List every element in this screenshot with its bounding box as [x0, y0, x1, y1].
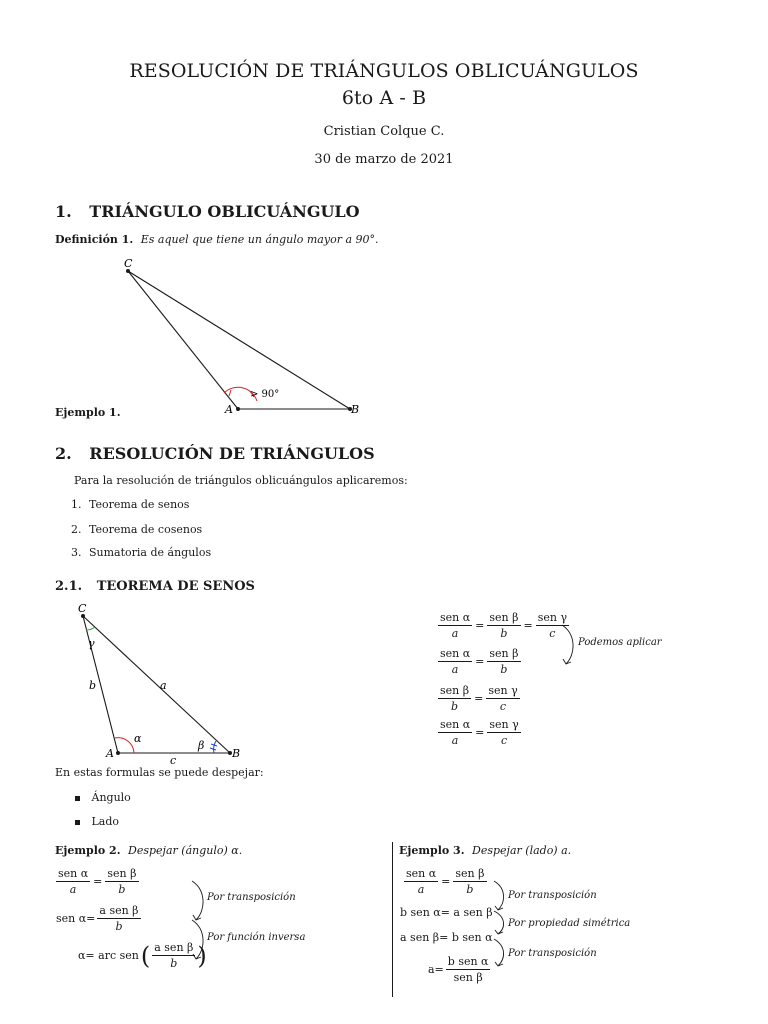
label-side-a: a: [160, 679, 167, 692]
label-side-c: c: [170, 754, 177, 767]
list-item: [71, 546, 211, 559]
list-item: Lado: [75, 815, 119, 828]
label-a: A: [106, 747, 114, 760]
fraction: $\frac{\text{sen β}}{b}$: [489, 611, 519, 640]
angle-tick: [229, 390, 231, 396]
curved-arrow-icon: [188, 917, 208, 963]
ejemplo-3-step-1: $\frac{\text{sen α}}{a}$ = $\frac{\text{sen β}}{b}$: [406, 867, 485, 896]
ejemplo-1-label: Ejemplo 1.: [55, 406, 121, 419]
definition-label: Definición 1.: [55, 233, 134, 246]
section-number: 2.: [55, 444, 72, 463]
section-2-heading: [55, 444, 375, 463]
sine-law-bc: $\frac{\text{sen β}}{b}$ = $\frac{\text{sen γ}}{c}$: [440, 684, 518, 713]
note-transposicion: Por transposición: [508, 948, 597, 959]
list-text: Teorema de senos: [89, 498, 190, 511]
section-title: TRIÁNGULO OBLICUÁNGULO: [89, 202, 360, 221]
label-b: B: [232, 747, 241, 760]
list-number: 1.: [71, 498, 82, 511]
paper-subtitle: 6to A - B: [341, 87, 427, 109]
list-item: Ángulo: [75, 791, 131, 804]
list-number: 2.: [71, 523, 82, 536]
subsection-2-1-heading: [55, 579, 255, 594]
note-propiedad-simetrica: Por propiedad simétrica: [508, 918, 631, 929]
definition-1: [55, 233, 379, 246]
label-alpha: α: [134, 732, 142, 745]
section-title: RESOLUCIÓN DE TRIÁNGULOS: [89, 444, 375, 463]
vertex-a: [116, 751, 120, 755]
section-1-heading: [55, 202, 360, 221]
list-item: [71, 523, 202, 536]
side-a: [83, 616, 230, 753]
ejemplo-3-step-3: a sen β= b sen α: [400, 931, 493, 944]
subsection-number: 2.1.: [55, 579, 83, 594]
ejemplo-3-step-4: a= $\frac{\text{b sen α}}{\text{sen β}}$: [428, 955, 489, 984]
list-text: Teorema de cosenos: [89, 523, 203, 536]
label-gamma: γ: [88, 637, 95, 650]
paper-title: RESOLUCIÓN DE TRIÁNGULOS OBLICUÁNGULOS: [129, 60, 639, 82]
ejemplo-2-step-3: α= arc sen ( $\frac{\text{a sen β}}{b}$ ): [78, 941, 207, 970]
despejar-intro: En estas formulas se puede despejar:: [55, 766, 264, 779]
definition-text: Es aquel que tiene un ángulo mayor a 90°.: [140, 233, 379, 246]
obtuse-triangle-figure: [100, 255, 380, 425]
label-c: C: [78, 602, 87, 615]
label-beta: β: [198, 739, 205, 752]
subsection-title: TEOREMA DE SENOS: [96, 579, 255, 594]
sine-law-ac: $\frac{\text{sen α}}{a}$ = $\frac{\text{sen γ}}{c}$: [440, 718, 519, 747]
label-c: C: [124, 257, 133, 270]
label-side-b: b: [89, 679, 97, 692]
ejemplo-3-step-2: b sen α= a sen β: [400, 906, 493, 919]
note-transposicion: Por transposición: [508, 890, 597, 901]
bullet-icon: [75, 796, 80, 801]
fraction: $\frac{\text{sen α}}{a}$: [440, 611, 471, 640]
label-a: A: [225, 403, 233, 416]
ejemplo-3-heading: Ejemplo 3. Despejar (lado) a.: [399, 844, 572, 857]
note-podemos-aplicar: Podemos aplicar: [578, 637, 662, 648]
angle-arc-gamma: [86, 627, 95, 630]
angle-label: > 90°: [250, 389, 280, 400]
bullet-icon: [75, 820, 80, 825]
curved-arrow-icon: [490, 936, 510, 970]
fraction: $\frac{\text{sen γ}}{c}$: [537, 611, 568, 640]
side-cb: [128, 271, 350, 409]
list-text: Sumatoria de ángulos: [89, 546, 212, 559]
list-item: [71, 498, 189, 511]
angle-arc-beta: [214, 741, 216, 753]
section-2-intro: Para la resolución de triángulos oblicuángulos aplicaremos:: [74, 474, 408, 487]
ejemplo-2-step-1: $\frac{\text{sen α}}{a}$ = $\frac{\text{sen β}}{b}$: [58, 867, 137, 896]
ejemplo-2-heading: Ejemplo 2. Despejar (ángulo) α.: [55, 844, 243, 857]
note-funcion-inversa: Por función inversa: [207, 932, 306, 943]
sine-law-full: $\frac{\text{sen α}}{a}$ = $\frac{\text{sen β}}{b}$ = $\frac{\text{sen γ}}{c}$: [440, 611, 568, 640]
side-ca: [128, 271, 238, 409]
date: 30 de marzo de 2021: [314, 152, 454, 167]
section-number: 1.: [55, 202, 72, 221]
note-transposicion: Por transposición: [207, 892, 296, 903]
angle-tick: [210, 748, 216, 750]
curved-arrow-icon: [558, 622, 578, 668]
vertex-a: [236, 407, 240, 411]
ejemplo-2-step-2: sen α= $\frac{\text{a sen β}}{b}$: [56, 904, 139, 933]
sine-law-triangle-figure: [70, 598, 260, 768]
sine-law-ab: $\frac{\text{sen α}}{a}$ = $\frac{\text{sen β}}{b}$: [440, 647, 519, 676]
author: Cristian Colque C.: [323, 124, 445, 139]
curved-arrow-icon: [490, 908, 510, 938]
list-number: 3.: [71, 546, 82, 559]
column-divider: [392, 842, 393, 997]
label-b: B: [351, 403, 360, 416]
